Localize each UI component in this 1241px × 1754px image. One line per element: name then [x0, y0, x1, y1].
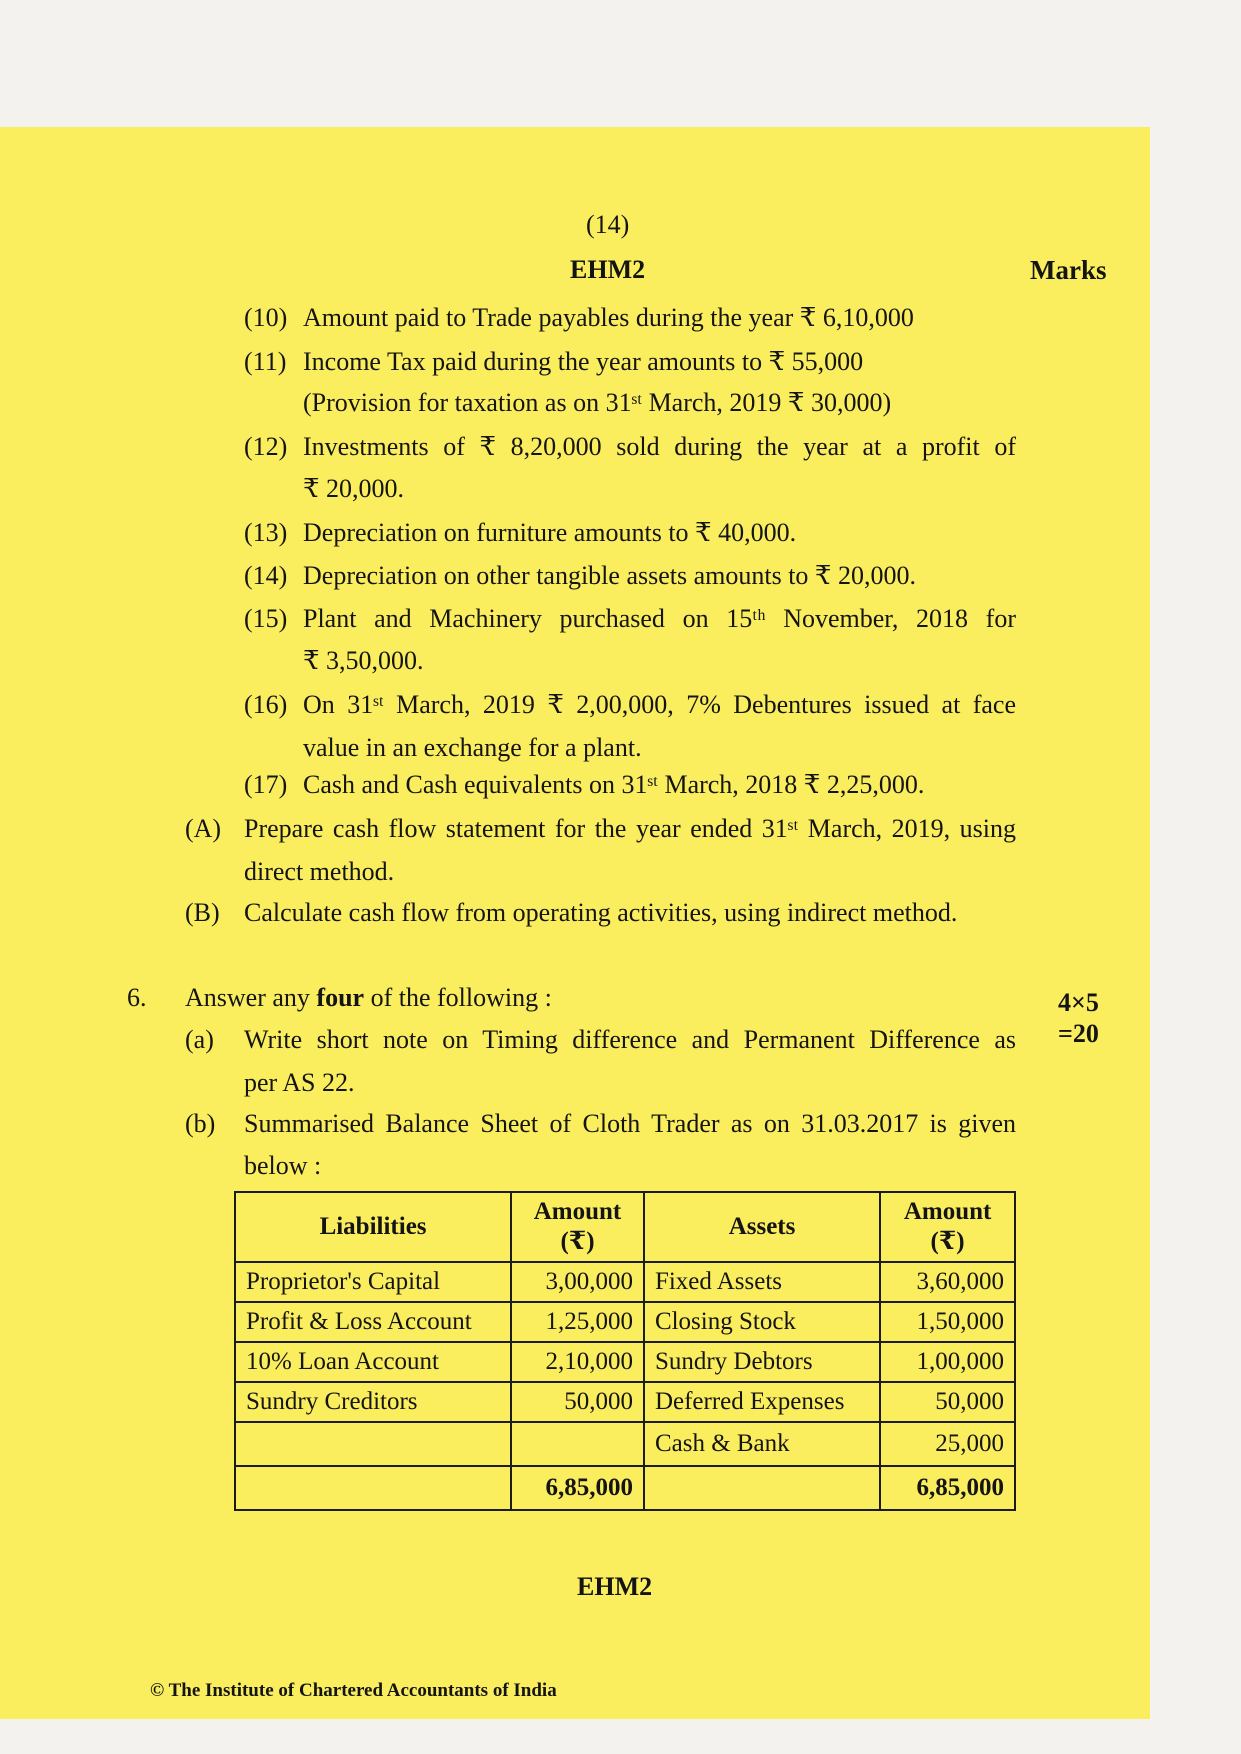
asset-amount: 3,60,000	[880, 1262, 1015, 1302]
amount-header-unit: (₹)	[560, 1228, 595, 1255]
prompt-text-end: of the following :	[364, 983, 552, 1012]
subpart-continuation: per AS 22.	[244, 1068, 355, 1097]
asset-amount: 25,000	[880, 1422, 1015, 1466]
liability-name: Profit & Loss Account	[235, 1302, 511, 1342]
marks-allocation: 4×5	[1058, 988, 1099, 1017]
asset-total: 6,85,000	[880, 1466, 1015, 1510]
item-number: (10)	[244, 303, 288, 332]
liability-name: 10% Loan Account	[235, 1342, 511, 1382]
asset-amount-header	[880, 1192, 1015, 1262]
asset-amount: 1,00,000	[880, 1342, 1015, 1382]
item-text: Investments of ₹ 8,20,000 sold during the year at a profit of	[303, 432, 1016, 461]
total-row	[235, 1466, 1015, 1510]
balance-sheet-table	[234, 1191, 1016, 1511]
assets-header: Assets	[644, 1192, 880, 1262]
asset-name: Fixed Assets	[644, 1262, 880, 1302]
item-number: (17)	[244, 770, 288, 799]
item-subtext: (Provision for taxation as on 31ˢᵗ March, 2019 ₹ 30,000)	[303, 388, 892, 417]
subpart-text: Write short note on Timing difference and Permanent Difference as	[244, 1025, 1016, 1054]
prompt-emphasis: four	[316, 983, 365, 1012]
question-prompt	[185, 983, 552, 1013]
liability-amount: 2,10,000	[511, 1342, 644, 1382]
item-number: (14)	[244, 561, 288, 590]
total-label-blank	[644, 1466, 880, 1510]
item-number: (16)	[244, 690, 288, 719]
asset-amount: 50,000	[880, 1382, 1015, 1422]
asset-name: Closing Stock	[644, 1302, 880, 1342]
liability-amount-header	[511, 1192, 644, 1262]
amount-header-label: Amount	[533, 1198, 622, 1225]
marks-total: =20	[1058, 1019, 1099, 1048]
table-row	[235, 1262, 1015, 1302]
part-continuation: direct method.	[244, 857, 395, 886]
asset-amount: 1,50,000	[880, 1302, 1015, 1342]
asset-name: Sundry Debtors	[644, 1342, 880, 1382]
marks-header: Marks	[1030, 255, 1107, 285]
item-continuation: ₹ 20,000.	[303, 474, 405, 503]
subpart-label: (b)	[185, 1109, 216, 1138]
part-text: Prepare cash flow statement for the year ended 31ˢᵗ March, 2019, using	[244, 814, 1016, 843]
liability-name	[235, 1422, 511, 1466]
subpart-continuation: below :	[244, 1151, 322, 1180]
part-text: Calculate cash flow from operating activities, using indirect method.	[244, 898, 958, 927]
table-row	[235, 1342, 1015, 1382]
item-number: (15)	[244, 604, 288, 633]
item-text: Depreciation on furniture amounts to ₹ 40,000.	[303, 518, 797, 547]
liability-total: 6,85,000	[511, 1466, 644, 1510]
item-number: (13)	[244, 518, 288, 547]
asset-name: Deferred Expenses	[644, 1382, 880, 1422]
total-label-blank	[235, 1466, 511, 1510]
copyright-notice: © The Institute of Chartered Accountants of India	[150, 1680, 557, 1701]
asset-name: Cash & Bank	[644, 1422, 880, 1466]
liability-name: Sundry Creditors	[235, 1382, 511, 1422]
table-row	[235, 1422, 1015, 1466]
amount-header-unit: (₹)	[930, 1228, 965, 1255]
item-text: Amount paid to Trade payables during the year ₹ 6,10,000	[303, 303, 914, 332]
table-header-row	[235, 1192, 1015, 1262]
item-continuation: ₹ 3,50,000.	[303, 646, 424, 675]
part-label: (A)	[185, 814, 222, 843]
item-text: Depreciation on other tangible assets amounts to ₹ 20,000.	[303, 561, 916, 590]
footer-paper-code: EHM2	[577, 1572, 653, 1601]
item-text: Cash and Cash equivalents on 31ˢᵗ March, 2018 ₹ 2,25,000.	[303, 770, 925, 799]
table-row	[235, 1382, 1015, 1422]
liability-amount: 50,000	[511, 1382, 644, 1422]
amount-header-label: Amount	[903, 1198, 992, 1225]
item-number: (12)	[244, 432, 288, 461]
subpart-label: (a)	[185, 1025, 214, 1054]
liability-amount: 3,00,000	[511, 1262, 644, 1302]
item-text: Plant and Machinery purchased on 15ᵗʰ November, 2018 for	[303, 604, 1016, 633]
table-row	[235, 1302, 1015, 1342]
paper-code: EHM2	[570, 255, 646, 284]
part-label: (B)	[185, 898, 220, 927]
liability-name: Proprietor's Capital	[235, 1262, 511, 1302]
item-number: (11)	[244, 347, 287, 376]
prompt-text: Answer any	[185, 983, 317, 1012]
question-number: 6.	[127, 983, 147, 1012]
item-text: On 31ˢᵗ March, 2019 ₹ 2,00,000, 7% Debentures issued at face	[303, 690, 1016, 719]
liability-amount	[511, 1422, 644, 1466]
liability-amount: 1,25,000	[511, 1302, 644, 1342]
item-continuation: value in an exchange for a plant.	[303, 733, 642, 762]
subpart-text: Summarised Balance Sheet of Cloth Trader as on 31.03.2017 is given	[244, 1109, 1016, 1138]
page-number: (14)	[586, 210, 630, 239]
liabilities-header: Liabilities	[235, 1192, 511, 1262]
item-text: Income Tax paid during the year amounts to ₹ 55,000	[303, 347, 864, 376]
